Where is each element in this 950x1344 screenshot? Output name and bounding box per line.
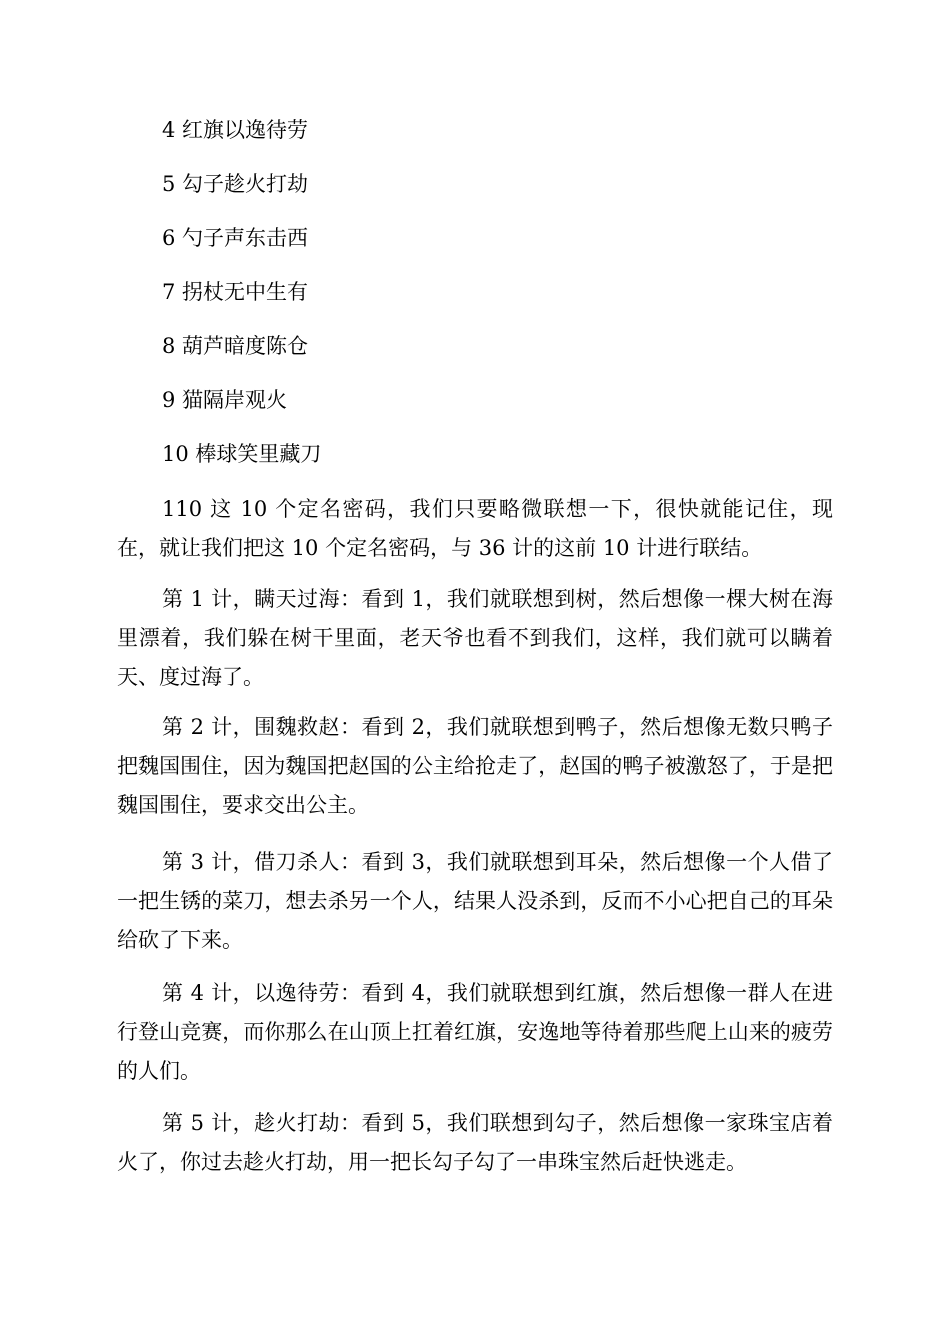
paragraph-intro: 110 这 10 个定名密码，我们只要略微联想一下，很快就能记住，现在，就让我们把这 10 个定名密码，与 36 计的这前 10 计进行联结。 xyxy=(117,497,833,560)
paragraph-strategy-5: 第 5 计，趁火打劫：看到 5，我们联想到勾子，然后想像一家珠宝店着火了，你过去趁火打劫，用一把长勾子勾了一串珠宝然后赶快逃走。 xyxy=(117,1111,833,1174)
list-item-4: 4 红旗以逸待劳 xyxy=(162,118,309,142)
paragraph-strategy-1: 第 1 计，瞒天过海：看到 1，我们就联想到树，然后想像一棵大树在海里漂着，我们躲在树干里面，老天爷也看不到我们，这样，我们就可以瞒着天、度过海了。 xyxy=(117,587,833,689)
list-item-9: 9 猫隔岸观火 xyxy=(162,388,288,412)
list-item-8: 8 葫芦暗度陈仓 xyxy=(162,334,309,358)
list-item-6: 6 勺子声东击西 xyxy=(162,226,309,250)
list-item-10: 10 棒球笑里藏刀 xyxy=(162,442,322,466)
paragraph-strategy-3: 第 3 计，借刀杀人：看到 3，我们就联想到耳朵，然后想像一个人借了一把生锈的菜刀，想去杀另一个人，结果人没杀到，反而不小心把自己的耳朵给砍了下来。 xyxy=(117,850,833,952)
paragraph-strategy-4: 第 4 计，以逸待劳：看到 4，我们就联想到红旗，然后想像一群人在进行登山竞赛，而你那么在山顶上扛着红旗，安逸地等待着那些爬上山来的疲劳的人们。 xyxy=(117,981,833,1083)
list-item-5: 5 勾子趁火打劫 xyxy=(162,172,309,196)
paragraph-strategy-2: 第 2 计，围魏救赵：看到 2，我们就联想到鸭子，然后想像无数只鸭子把魏国围住，因为魏国把赵国的公主给抢走了，赵国的鸭子被激怒了，于是把魏国围住，要求交出公主。 xyxy=(117,715,833,817)
list-item-7: 7 拐杖无中生有 xyxy=(162,280,309,304)
